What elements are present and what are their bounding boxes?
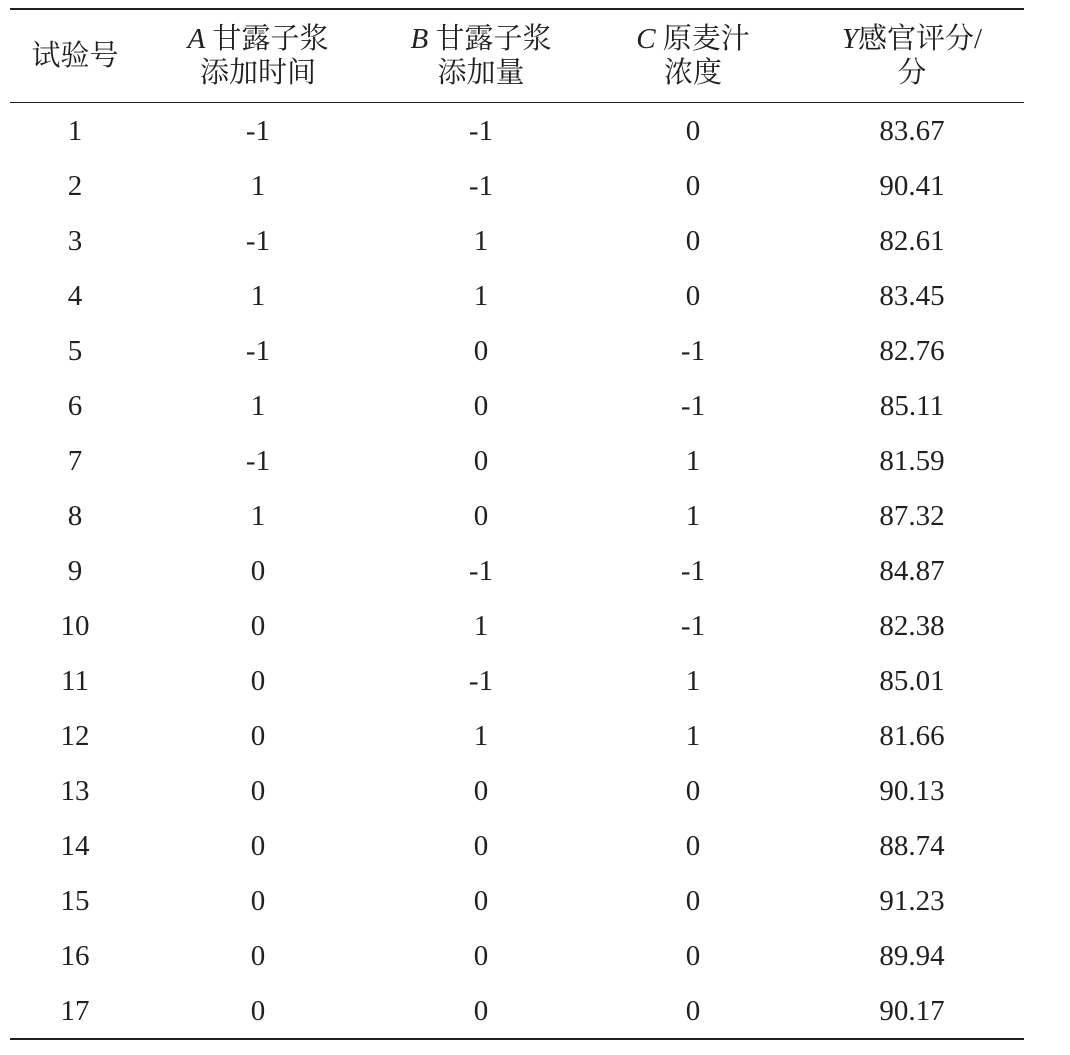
cell-factor-c: 1 <box>685 719 701 752</box>
cell-score: 85.11 <box>879 389 945 422</box>
header-label: 感官评分/ <box>858 23 983 55</box>
cell-trial-number: 13 <box>60 774 90 807</box>
cell-factor-b: -1 <box>468 554 494 587</box>
cell-factor-c: 1 <box>685 444 701 477</box>
cell-score: 90.13 <box>879 774 945 807</box>
header-factor-a <box>140 22 376 90</box>
cell-factor-b: 0 <box>473 499 489 532</box>
header-label: 甘露子浆 <box>212 23 329 55</box>
header-label-line2: 添加量 <box>437 57 525 89</box>
cell-score: 91.23 <box>879 884 945 917</box>
cell-factor-a: 1 <box>250 499 266 532</box>
cell-score: 88.74 <box>879 829 945 862</box>
cell-trial-number: 14 <box>60 829 90 862</box>
header-label: 原麦汁 <box>662 23 750 55</box>
cell-factor-a: -1 <box>245 334 271 367</box>
header-factor-c <box>586 22 800 90</box>
cell-factor-a: 0 <box>250 939 266 972</box>
cell-score: 89.94 <box>879 939 945 972</box>
cell-trial-number: 1 <box>67 114 83 147</box>
cell-factor-a: 1 <box>250 169 266 202</box>
data-table <box>10 8 1024 1040</box>
cell-factor-b: 1 <box>473 279 489 312</box>
cell-factor-b: 0 <box>473 334 489 367</box>
header-variable: A <box>187 23 206 55</box>
cell-trial-number: 5 <box>67 334 83 367</box>
table-row <box>10 103 1024 158</box>
table-header-row <box>10 10 1024 102</box>
cell-trial-number: 3 <box>67 224 83 257</box>
table-row <box>10 158 1024 213</box>
cell-factor-c: 0 <box>685 279 701 312</box>
table-row <box>10 818 1024 873</box>
header-factor-b <box>376 22 586 90</box>
cell-factor-a: 0 <box>250 884 266 917</box>
cell-factor-c: -1 <box>680 609 706 642</box>
cell-factor-a: -1 <box>245 224 271 257</box>
cell-factor-a: 0 <box>250 554 266 587</box>
cell-factor-b: 0 <box>473 829 489 862</box>
cell-factor-c: 0 <box>685 224 701 257</box>
table-bottom-rule <box>10 1038 1024 1040</box>
cell-factor-c: -1 <box>680 554 706 587</box>
cell-factor-a: 1 <box>250 279 266 312</box>
cell-factor-b: 1 <box>473 719 489 752</box>
cell-factor-c: 1 <box>685 499 701 532</box>
cell-trial-number: 2 <box>67 169 83 202</box>
cell-factor-c: 0 <box>685 939 701 972</box>
header-label: 试验号 <box>31 40 119 72</box>
cell-factor-a: 0 <box>250 829 266 862</box>
cell-score: 90.41 <box>879 169 945 202</box>
cell-score: 81.59 <box>879 444 945 477</box>
cell-factor-a: -1 <box>245 444 271 477</box>
cell-score: 82.76 <box>879 334 945 367</box>
header-label-line2: 分 <box>897 57 927 89</box>
cell-factor-b: -1 <box>468 114 494 147</box>
header-label-line2: 浓度 <box>663 57 722 89</box>
table-row <box>10 983 1024 1038</box>
table-row <box>10 433 1024 488</box>
header-label: 甘露子浆 <box>435 23 552 55</box>
cell-trial-number: 4 <box>67 279 83 312</box>
cell-factor-c: 0 <box>685 169 701 202</box>
cell-factor-a: -1 <box>245 114 271 147</box>
cell-factor-c: 0 <box>685 994 701 1027</box>
table-row <box>10 708 1024 763</box>
cell-factor-c: -1 <box>680 389 706 422</box>
cell-factor-a: 0 <box>250 664 266 697</box>
table-row <box>10 763 1024 818</box>
cell-score: 83.45 <box>879 279 945 312</box>
table-row <box>10 488 1024 543</box>
cell-factor-a: 1 <box>250 389 266 422</box>
table-row <box>10 378 1024 433</box>
cell-factor-b: 0 <box>473 389 489 422</box>
cell-score: 82.61 <box>879 224 945 257</box>
cell-trial-number: 6 <box>67 389 83 422</box>
cell-trial-number: 12 <box>60 719 90 752</box>
cell-factor-c: -1 <box>680 334 706 367</box>
cell-factor-a: 0 <box>250 774 266 807</box>
table-row <box>10 873 1024 928</box>
cell-factor-b: 0 <box>473 444 489 477</box>
cell-factor-b: 1 <box>473 609 489 642</box>
cell-trial-number: 15 <box>60 884 90 917</box>
cell-factor-b: -1 <box>468 169 494 202</box>
cell-factor-c: 0 <box>685 114 701 147</box>
table-row <box>10 543 1024 598</box>
cell-trial-number: 17 <box>60 994 90 1027</box>
table-row <box>10 268 1024 323</box>
cell-score: 87.32 <box>879 499 945 532</box>
cell-factor-b: 0 <box>473 884 489 917</box>
table-row <box>10 598 1024 653</box>
header-variable: B <box>410 23 429 55</box>
cell-factor-b: -1 <box>468 664 494 697</box>
header-trial-number <box>10 39 140 73</box>
cell-score: 81.66 <box>879 719 945 752</box>
table-body <box>10 103 1024 1038</box>
table-row <box>10 323 1024 378</box>
cell-factor-c: 0 <box>685 884 701 917</box>
header-response-y <box>800 22 1024 90</box>
cell-score: 83.67 <box>879 114 945 147</box>
cell-trial-number: 16 <box>60 939 90 972</box>
cell-factor-c: 0 <box>685 829 701 862</box>
cell-trial-number: 8 <box>67 499 83 532</box>
cell-score: 85.01 <box>879 664 945 697</box>
cell-factor-c: 0 <box>685 774 701 807</box>
cell-score: 84.87 <box>879 554 945 587</box>
header-label-line2: 添加时间 <box>199 57 316 89</box>
header-variable: C <box>636 23 656 55</box>
cell-factor-a: 0 <box>250 609 266 642</box>
table-row <box>10 213 1024 268</box>
cell-trial-number: 11 <box>61 664 89 697</box>
header-variable: Y <box>841 23 859 55</box>
cell-factor-a: 0 <box>250 994 266 1027</box>
cell-factor-b: 0 <box>473 994 489 1027</box>
cell-trial-number: 9 <box>67 554 83 587</box>
cell-factor-b: 0 <box>473 939 489 972</box>
cell-factor-b: 0 <box>473 774 489 807</box>
table-row <box>10 928 1024 983</box>
cell-factor-a: 0 <box>250 719 266 752</box>
cell-trial-number: 7 <box>67 444 83 477</box>
cell-factor-c: 1 <box>685 664 701 697</box>
cell-factor-b: 1 <box>473 224 489 257</box>
cell-trial-number: 10 <box>60 609 90 642</box>
table-row <box>10 653 1024 708</box>
cell-score: 82.38 <box>879 609 945 642</box>
cell-score: 90.17 <box>879 994 945 1027</box>
